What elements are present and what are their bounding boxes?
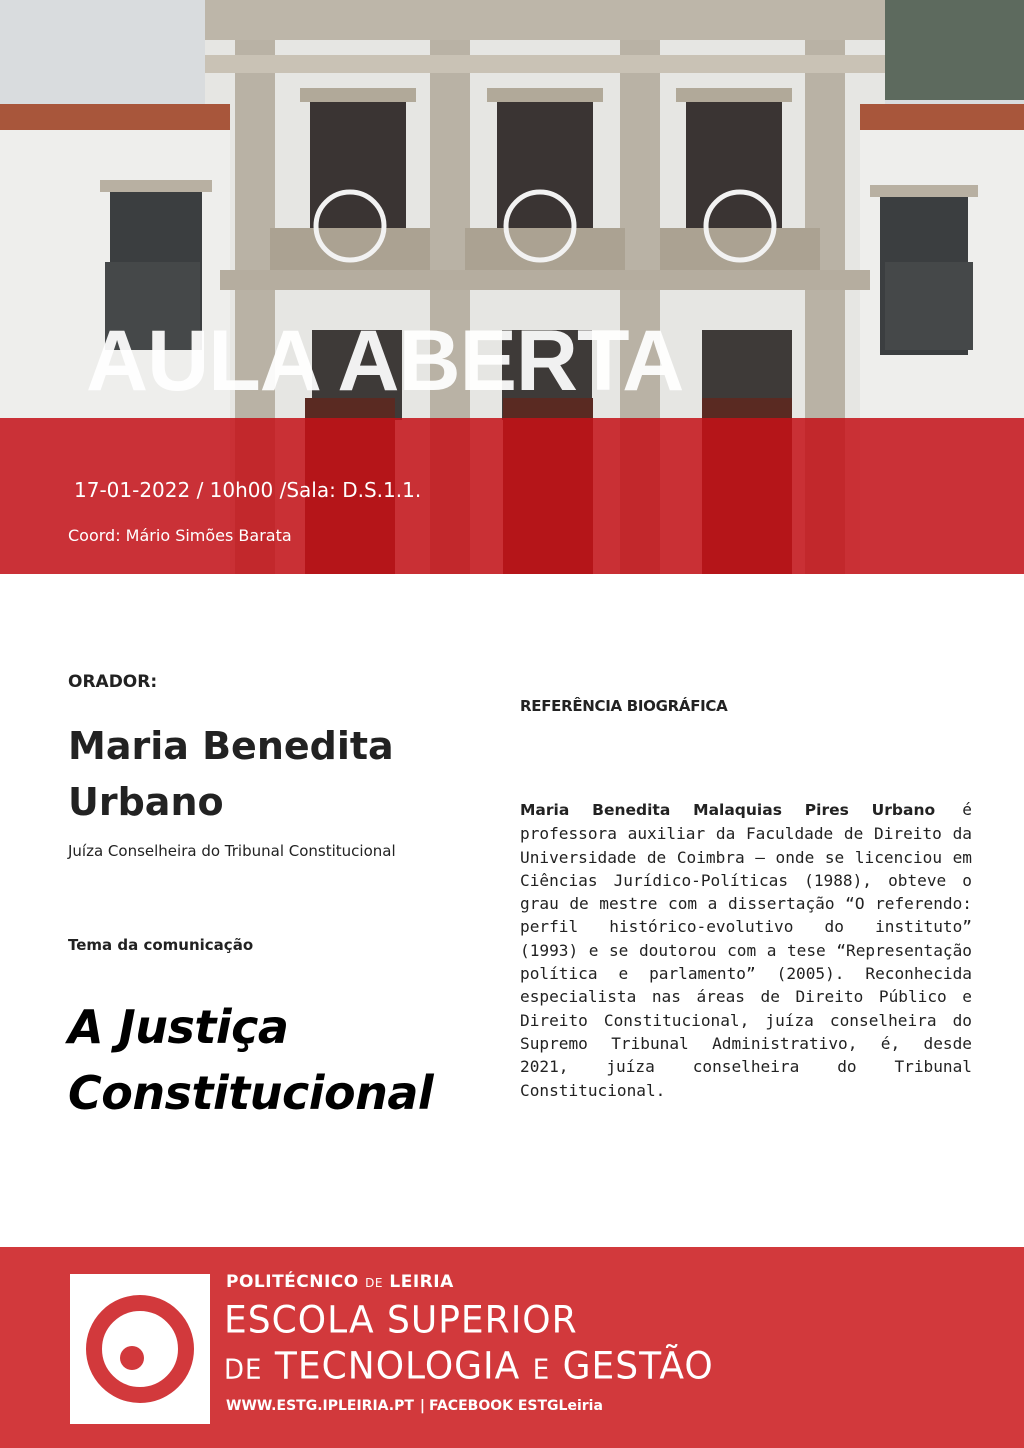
speaker-label: ORADOR: [68,672,158,692]
school-logo-icon [70,1274,210,1424]
theme-label: Tema da comunicação [68,936,254,954]
facebook-link[interactable]: FACEBOOK ESTGLeiria [429,1398,603,1414]
institution-de: DE [365,1276,383,1290]
link-separator: | [419,1398,426,1414]
hero-banner [0,0,1024,574]
institution-word: POLITÉCNICO [226,1272,359,1292]
institution-city: LEIRIA [389,1272,454,1292]
institution-name [226,1272,454,1292]
bio-label: REFERÊNCIA BIOGRÁFICA [520,697,728,715]
footer-links [226,1398,603,1414]
school-gestao: GESTÃO [562,1344,714,1388]
speaker-name: Maria Benedita Urbano [68,724,394,824]
event-coordinator: Coord: Mário Simões Barata [68,526,292,545]
event-date-time-room: 17-01-2022 / 10h00 /Sala: D.S.1.1. [74,478,422,502]
school-e: E [532,1354,551,1386]
bio-name-bold: Maria Benedita Malaquias Pires Urbano [520,801,936,819]
school-de: DE [224,1354,263,1386]
school-name-line2 [224,1346,714,1388]
bio-body: é professora auxiliar da Faculdade de Direito da Universidade de Coimbra – onde se licenciou em Ciências Jurídico-Políticas (1988), obteve o grau de mestre com a dissertação “O referendo: perfil histórico-evolutivo do instituto” (1993) e se doutorou com a tese “Representação política e parlamento” (2005). Reconhecida especialista nas áreas de Direito Público e Direito Constitucional, juíza conselheira do Supremo Tribunal Administrativo, é, desde 2021, juíza conselheira do Tribunal Constitucional. [520,800,972,1100]
event-title: AULA ABERTA [86,313,684,409]
bio-paragraph [520,798,972,1102]
website-link[interactable]: WWW.ESTG.IPLEIRIA.PT [226,1398,414,1414]
school-name-line1: ESCOLA SUPERIOR [224,1298,578,1342]
school-tecnologia: TECNOLOGIA [274,1344,521,1388]
school-logo [70,1274,210,1424]
theme-title: A Justiça Constitucional [68,1000,434,1120]
speaker-role: Juíza Conselheira do Tribunal Constitucional [68,842,396,860]
